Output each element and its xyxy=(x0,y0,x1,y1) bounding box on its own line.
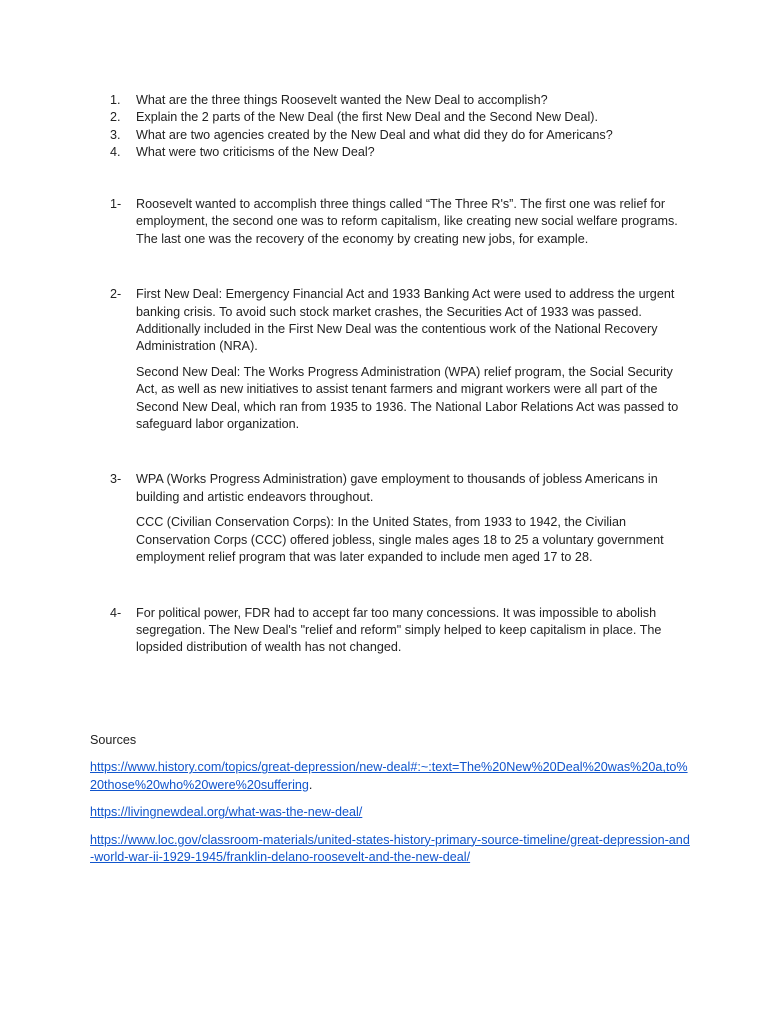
answer-number: 2- xyxy=(110,287,122,302)
question-number: 2. xyxy=(110,110,121,125)
question-item xyxy=(110,92,670,109)
answer-item xyxy=(110,605,680,657)
question-text: What are the three things Roosevelt wanted the New Deal to accomplish? xyxy=(136,93,548,107)
answer-body xyxy=(136,605,680,657)
question-item xyxy=(110,127,670,144)
answer-number: 1- xyxy=(110,197,122,211)
answer-item xyxy=(110,286,680,433)
answer-paragraph: First New Deal: Emergency Financial Act and 1933 Banking Act were used to address the urgent banking crisis. To avoid such stock market crashes, the Securities Act of 1933 was passed. Additionally included in the First New Deal was the contentious work of the National Recovery Administration (NRA). xyxy=(136,287,675,354)
sources-heading: Sources xyxy=(90,733,137,747)
answer-paragraph: WPA (Works Progress Administration) gave employment to thousands of jobless Americans in building and artistic endeavors throughout. xyxy=(136,472,658,504)
source-item xyxy=(90,759,690,794)
question-text: Explain the 2 parts of the New Deal (the first New Deal and the Second New Deal). xyxy=(136,110,599,125)
answer-list xyxy=(110,196,680,657)
answer-item xyxy=(110,471,680,566)
source-link-history[interactable]: https://www.history.com/topics/great-depression/new-deal#:~:text=The%20New%20Deal%20was%20a,to%20those%20who%20were%20suffering xyxy=(90,760,688,792)
question-item xyxy=(110,109,670,126)
answer-paragraph: For political power, FDR had to accept far too many concessions. It was impossible to abolish segregation. The New Deal's "relief and reform" simply helped to keep capitalism in place. The lopsided distribution of wealth has not changed. xyxy=(136,605,662,655)
question-text: What are two agencies created by the New Deal and what did they do for Americans? xyxy=(136,127,613,142)
source-suffix: . xyxy=(308,777,313,792)
answer-paragraph: Second New Deal: The Works Progress Administration (WPA) relief program, the Social Security Act, as well as new initiatives to assist tenant farmers and migrant workers were all part of the Second New Deal, which ran from 1935 to 1936. The National Labor Relations Act was passed to safeguard labor organization. xyxy=(136,364,679,432)
sources-section xyxy=(90,732,690,876)
question-item xyxy=(110,144,670,161)
source-link-loc[interactable]: https://www.loc.gov/classroom-materials/united-states-history-primary-source-timeline/great-depression-and-world-war-ii-1929-1945/franklin-delano-roosevelt-and-the-new-deal/ xyxy=(90,832,690,865)
answer-body xyxy=(136,286,680,433)
question-text: What were two criticisms of the New Deal? xyxy=(136,145,375,160)
question-number: 1. xyxy=(110,93,121,107)
question-number: 3. xyxy=(110,127,121,142)
answer-item xyxy=(110,196,680,248)
answer-number: 3- xyxy=(110,472,122,487)
answer-number: 4- xyxy=(110,605,122,620)
answer-body xyxy=(136,196,680,248)
source-link-livingnewdeal[interactable]: https://livingnewdeal.org/what-was-the-new-deal/ xyxy=(90,805,363,820)
source-item xyxy=(90,832,690,867)
answer-paragraph: CCC (Civilian Conservation Corps): In the United States, from 1933 to 1942, the Civilian Conservation Corps (CCC) offered jobless, single males ages 18 to 25 a voluntary government employment relief program that was later expanded to include men aged 17 to 28. xyxy=(136,515,664,565)
source-item xyxy=(90,804,690,821)
question-list xyxy=(110,92,670,162)
question-number: 4. xyxy=(110,145,121,160)
answer-body xyxy=(136,471,680,566)
answer-paragraph: Roosevelt wanted to accomplish three things called “The Three R's”. The first one was relief for employment, the second one was to reform capitalism, like creating new social welfare programs. The last one was the recovery of the economy by creating new jobs, for example. xyxy=(136,197,678,246)
